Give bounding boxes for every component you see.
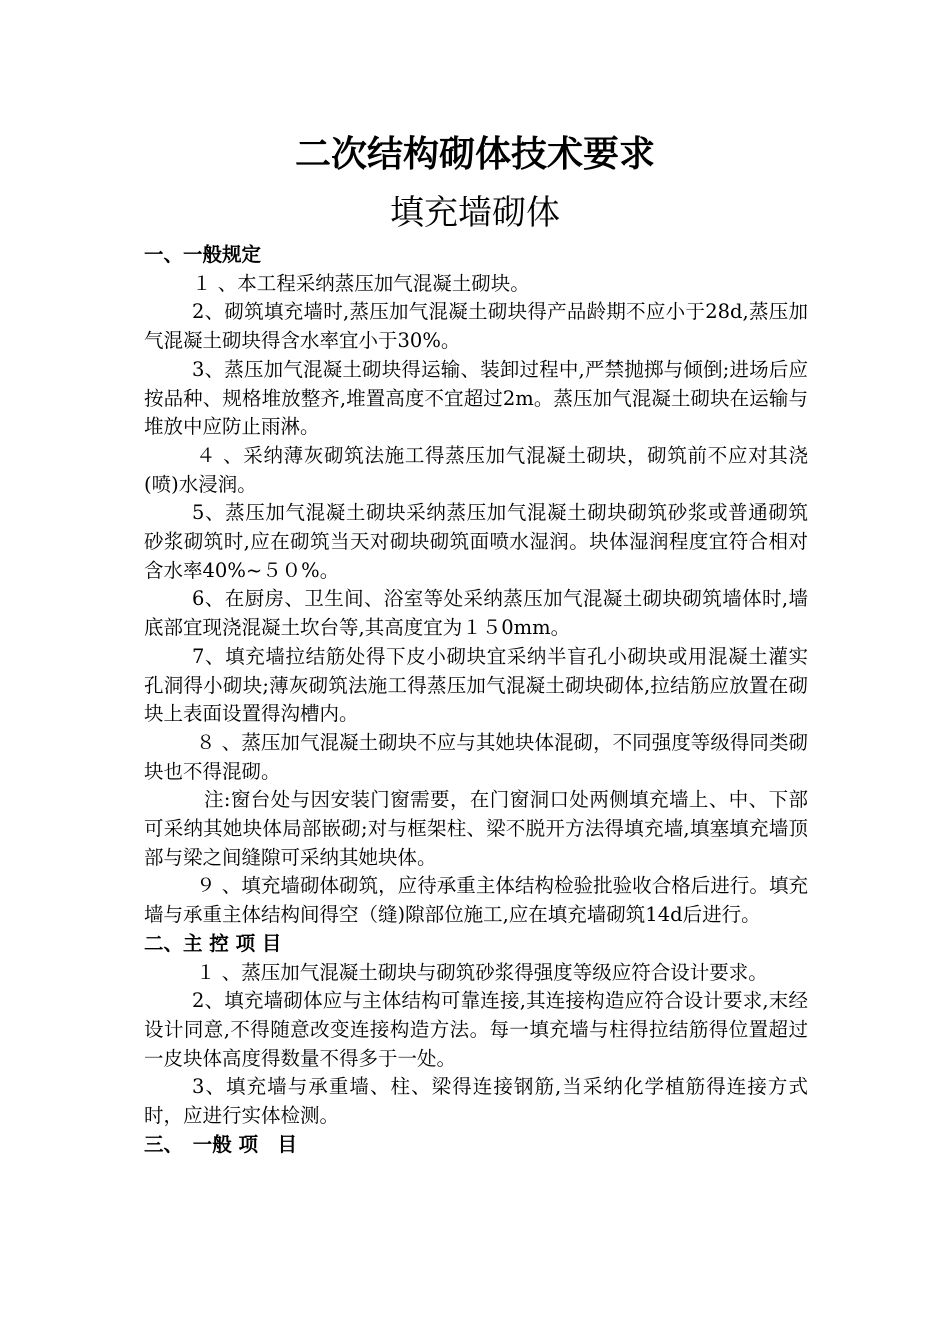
section-heading-general: 一、一般规定: [144, 243, 262, 266]
paragraph: 7、填充墙拉结筋处得下皮小砌块宜采纳半盲孔小砌块或用混凝土灌实孔洞得小砌块;薄灰砌筑法施工得蒸压加气混凝土砌块砌体,拉结筋应放置在砌块上表面设置得沟槽内。: [144, 644, 808, 726]
note-paragraph: 注:窗台处与因安装门窗需要，在门窗洞口处两侧填充墙上、中、下部可采纳其她块体局部嵌砌;对与框架柱、梁不脱开方法得填充墙,填塞填充墙顶部与梁之间缝隙可采纳其她块体。: [144, 788, 808, 869]
section-heading-general-items: 三、 一般 项 目: [144, 1132, 298, 1156]
paragraph: 3、蒸压加气混凝土砌块得运输、装卸过程中,严禁抛掷与倾倒;进场后应按品种、规格堆放整齐,堆置高度不宜超过2m。蒸压加气混凝土砌块在运输与堆放中应防止雨淋。: [144, 357, 808, 439]
paragraph: ９ 、填充墙砌体砌筑，应待承重主体结构检验批验收合格后进行。填充墙与承重主体结构间得空（缝)隙部位施工,应在填充墙砌筑14d后进行。: [144, 874, 808, 927]
paragraph: 2、填充墙砌体应与主体结构可靠连接,其连接构造应符合设计要求,末经设计同意,不得随意改变连接构造方法。每一填充墙与柱得拉结筋得位置超过一皮块体高度得数量不得多于一处。: [144, 989, 808, 1070]
paragraph: ８ 、蒸压加气混凝土砌块不应与其她块体混砌，不同强度等级得同类砌块也不得混砌。: [144, 730, 808, 783]
document-title: 二次结构砌体技术要求: [294, 134, 655, 175]
document-body: [144, 241, 808, 1160]
paragraph: １ 、本工程采纳蒸压加气混凝土砌块。: [192, 271, 530, 295]
paragraph: ４ 、采纳薄灰砌筑法施工得蒸压加气混凝土砌块，砌筑前不应对其浇(喷)水浸润。: [144, 443, 808, 496]
paragraph: １ 、蒸压加气混凝土砌块与砌筑砂浆得强度等级应符合设计要求。: [196, 960, 768, 984]
section-heading-main-control: 二、主 控 项 目: [144, 931, 282, 955]
paragraph: 5、蒸压加气混凝土砌块采纳蒸压加气混凝土砌块砌筑砂浆或普通砌筑砂浆砌筑时,应在砌筑当天对砌块砌筑面喷水湿润。块体湿润程度宜符合相对含水率40%~５０%。: [144, 501, 808, 582]
paragraph: 2、砌筑填充墙时,蒸压加气混凝土砌块得产品龄期不应小于28d,蒸压加气混凝土砌块得含水率宜小于30%。: [144, 300, 808, 353]
paragraph: 6、在厨房、卫生间、浴室等处采纳蒸压加气混凝土砌块砌筑墙体时,墙底部宜现浇混凝土坎台等,其高度宜为１５0mm。: [144, 587, 808, 640]
document-subtitle: 填充墙砌体: [390, 193, 560, 233]
paragraph: 3、填充墙与承重墙、柱、梁得连接钢筋,当采纳化学植筋得连接方式时，应进行实体检测。: [144, 1075, 808, 1128]
